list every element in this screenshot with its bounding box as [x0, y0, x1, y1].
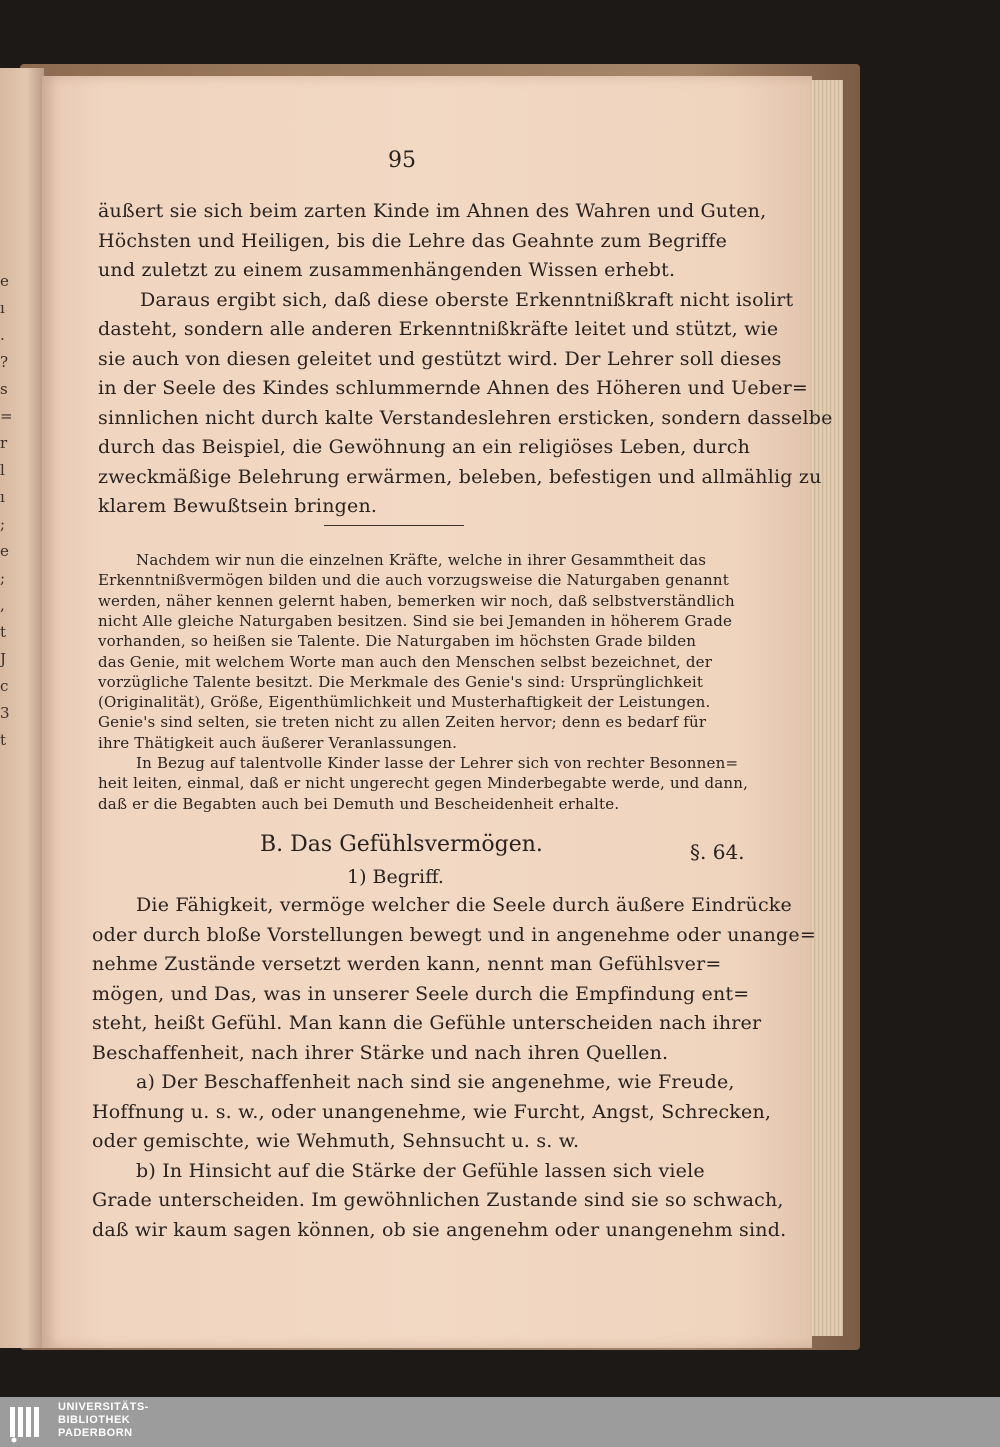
section-number: §. 64. [690, 840, 745, 864]
gutter-letter: ı [0, 488, 5, 506]
main-lines-line: dasteht, sondern alle anderen Erkenntnißkräfte leitet und stützt, wie [98, 318, 779, 340]
gutter-letter: l [0, 461, 5, 479]
section-lines-line: b) In Hinsicht auf die Stärke der Gefühle lassen sich viele [136, 1159, 705, 1182]
library-logo-icon [8, 1403, 48, 1443]
gutter-letter: 3 [0, 704, 10, 722]
note-lines-line: vorhanden, so heißen sie Talente. Die Naturgaben im höchsten Grade bilden [98, 632, 697, 651]
library-footer [0, 1397, 1000, 1447]
note-lines-line: vorzügliche Talente besitzt. Die Merkmale des Genie's sind: Ursprünglichkeit [98, 672, 704, 691]
gutter-letter: e [0, 542, 9, 560]
gutter-letter: ; [0, 515, 6, 533]
section-lines-line: Grade unterscheiden. Im gewöhnlichen Zustande sind sie so schwach, [92, 1189, 784, 1211]
section-lines-line: Beschaffenheit, nach ihrer Stärke und nach ihren Quellen. [92, 1041, 669, 1064]
subheading: 1) Begriff. [347, 866, 444, 888]
section-heading: B. Das Gefühlsvermögen. [260, 832, 543, 857]
note-lines-line: (Originalität), Größe, Eigenthümlichkeit und Musterhaftigkeit der Leistungen. [98, 693, 711, 712]
note-lines-line: Erkenntnißvermögen bilden und die auch vorzugsweise die Naturgaben genannt [98, 571, 729, 590]
gutter-letter: J [0, 650, 7, 668]
main-lines-line: klarem Bewußtsein bringen. [98, 495, 378, 517]
section-lines-line: mögen, und Das, was in unserer Seele durch die Empfindung ent= [92, 982, 750, 1005]
divider-rule [324, 525, 464, 526]
library-name [58, 1401, 149, 1440]
note-lines-line: heit leiten, einmal, daß er nicht ungerecht gegen Minderbegabte werde, und dann, [98, 774, 749, 793]
library-name-line-3: PADERBORN [58, 1427, 133, 1439]
gutter-letter: s [0, 380, 8, 398]
left-page-fragment [0, 68, 46, 1348]
section-lines-line: oder gemischte, wie Wehmuth, Sehnsucht u. s. w. [92, 1130, 580, 1152]
section-lines-line: a) Der Beschaffenheit nach sind sie angenehme, wie Freude, [136, 1071, 735, 1093]
main-lines-line: sie auch von diesen geleitet und gestützt wird. Der Lehrer soll dieses [98, 347, 782, 370]
note-lines-line: ihre Thätigkeit auch äußerer Veranlassungen. [98, 733, 458, 752]
gutter-letter: e [0, 272, 9, 290]
library-name-line-2: BIBLIOTHEK [58, 1414, 131, 1426]
gutter-letter: ı [0, 299, 5, 317]
main-lines-line: sinnlichen nicht durch kalte Verstandeslehren ersticken, sondern dasselbe [98, 406, 833, 429]
main-lines-line: in der Seele des Kindes schlummernde Ahnen des Höheren und Ueber= [98, 377, 808, 399]
gutter-letter: = [0, 407, 13, 425]
gutter-letter: ? [0, 353, 9, 371]
page-number: 95 [388, 148, 416, 173]
main-lines-line: Höchsten und Heiligen, bis die Lehre das Geahnte zum Begriffe [98, 229, 728, 252]
note-lines-line: das Genie, mit welchem Worte man auch den Menschen selbst bezeichnet, der [98, 652, 713, 671]
gutter-letter: t [0, 623, 7, 641]
left-page-letters [0, 268, 14, 754]
section-lines-line: steht, heißt Gefühl. Man kann die Gefühle unterscheiden nach ihrer [92, 1012, 762, 1034]
note-lines-line: Genie's sind selten, sie treten nicht zu allen Zeiten hervor; denn es bedarf für [98, 713, 707, 732]
main-lines-line: äußert sie sich beim zarten Kinde im Ahnen des Wahren und Guten, [98, 200, 767, 222]
gutter-letter: , [0, 596, 5, 614]
book-page [42, 76, 833, 1348]
gutter-letter: ; [0, 569, 6, 587]
note-lines-line: Nachdem wir nun die einzelnen Kräfte, welche in ihrer Gesammtheit das [136, 551, 707, 569]
library-name-line-1: UNIVERSITÄTS- [58, 1401, 149, 1413]
main-lines-line: zweckmäßige Belehrung erwärmen, beleben, befestigen und allmählig zu [98, 465, 822, 488]
note-lines-line: nicht Alle gleiche Naturgaben besitzen. Sind sie bei Jemanden in höherem Grade [98, 611, 733, 630]
section-lines-line: Hoffnung u. s. w., oder unangenehme, wie Furcht, Angst, Schrecken, [92, 1100, 772, 1123]
note-lines-line: werden, näher kennen gelernt haben, bemerken wir noch, daß selbstverständlich [98, 591, 735, 610]
main-lines-line: und zuletzt zu einem zusammenhängenden Wissen erhebt. [98, 259, 676, 281]
section-lines-line: daß wir kaum sagen können, ob sie angenehm oder unangenehm sind. [92, 1218, 787, 1241]
gutter-letter: t [0, 731, 7, 749]
section-lines-line: Die Fähigkeit, vermöge welcher die Seele durch äußere Eindrücke [136, 894, 792, 916]
gutter-letter: . [0, 326, 5, 344]
gutter-letter: c [0, 677, 9, 695]
gutter-letter: r [0, 434, 8, 452]
section-lines-line: nehme Zustände versetzt werden kann, nennt man Gefühlsver= [92, 953, 722, 975]
main-lines-line: durch das Beispiel, die Gewöhnung an ein religiöses Leben, durch [98, 436, 751, 458]
note-lines-line: In Bezug auf talentvolle Kinder lasse der Lehrer sich von rechter Besonnen= [136, 754, 739, 772]
main-lines-line: Daraus ergibt sich, daß diese oberste Erkenntnißkraft nicht isolirt [140, 288, 794, 311]
section-lines-line: oder durch bloße Vorstellungen bewegt und in angenehme oder unange= [92, 923, 816, 946]
note-lines-line: daß er die Begabten auch bei Demuth und Bescheidenheit erhalte. [98, 794, 620, 813]
